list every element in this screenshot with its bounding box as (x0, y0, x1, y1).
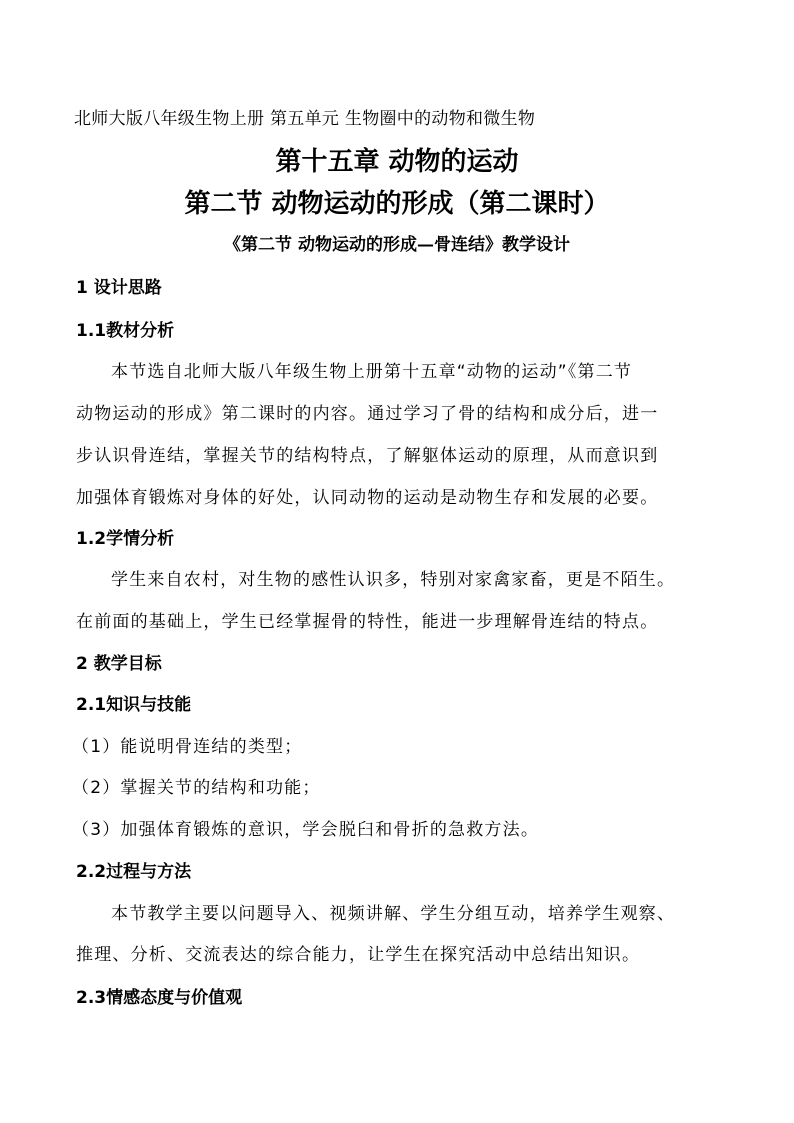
chapter-title: 第十五章 动物的运动 (275, 147, 519, 177)
document-subtitle: 《第二节 动物运动的形成—骨连结》教学设计 (224, 235, 570, 255)
heading-textbook-analysis: 1.1教材分析 (76, 321, 175, 341)
list-item: （2）掌握关节的结构和功能； (72, 778, 321, 798)
paragraph-line: 学生来自农村，对生物的感性认识多，特别对家禽家畜，更是不陌生。 (111, 570, 676, 590)
heading-design-ideas: 1 设计思路 (76, 278, 162, 298)
heading-process-methods: 2.2过程与方法 (76, 862, 192, 882)
paragraph-line: 步认识骨连结，掌握关节的结构特点，了解躯体运动的原理，从而意识到 (76, 446, 659, 466)
heading-student-analysis: 1.2学情分析 (76, 529, 175, 549)
heading-teaching-goals: 2 教学目标 (76, 654, 162, 674)
paragraph-line: 推理、分析、交流表达的综合能力，让学生在探究活动中总结出知识。 (76, 945, 641, 965)
list-item: （1）能说明骨连结的类型； (72, 737, 303, 757)
heading-knowledge-skills: 2.1知识与技能 (76, 695, 192, 715)
paragraph-line: 动物运动的形成》第二课时的内容。通过学习了骨的结构和成分后，进一 (76, 404, 659, 424)
heading-values: 2.3情感态度与价值观 (76, 988, 243, 1008)
document-header: 北师大版八年级生物上册 第五单元 生物圈中的动物和微生物 (74, 109, 536, 129)
paragraph-line: 本节教学主要以问题导入、视频讲解、学生分组互动，培养学生观察、 (111, 904, 676, 924)
paragraph-line: 本节选自北师大版八年级生物上册第十五章“动物的运动”《第二节 (111, 362, 633, 382)
list-item: （3）加强体育锻炼的意识，学会脱臼和骨折的急救方法。 (72, 820, 540, 840)
paragraph-line: 加强体育锻炼对身体的好处，认同动物的运动是动物生存和发展的必要。 (76, 488, 659, 508)
section-title: 第二节 动物运动的形成（第二课时） (184, 189, 610, 219)
paragraph-line: 在前面的基础上，学生已经掌握骨的特性，能进一步理解骨连结的特点。 (76, 612, 659, 632)
